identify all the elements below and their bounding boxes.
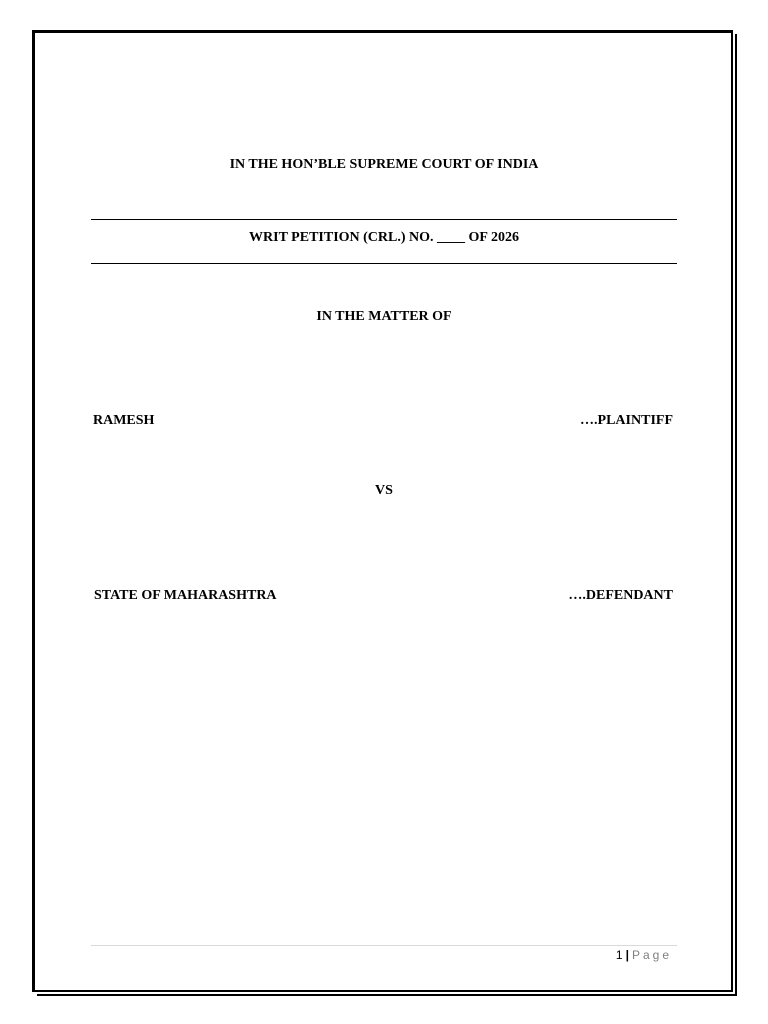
title-rule-bottom <box>91 263 677 264</box>
footer-separator: | <box>625 948 629 962</box>
page-border-shadow <box>37 34 737 996</box>
page-label: Page <box>631 948 672 962</box>
plaintiff-role: ….PLAINTIFF <box>580 413 673 428</box>
defendant-name: STATE OF MAHARASHTRA <box>94 588 277 603</box>
matter-heading: IN THE MATTER OF <box>316 309 452 324</box>
title-rule-top <box>91 219 677 220</box>
court-heading: IN THE HON’BLE SUPREME COURT OF INDIA <box>229 157 539 172</box>
versus-label: VS <box>375 483 393 498</box>
plaintiff-name: RAMESH <box>93 413 155 428</box>
defendant-role: ….DEFENDANT <box>568 588 673 603</box>
footer-rule <box>91 945 677 946</box>
page-number: 1 <box>615 948 623 962</box>
petition-title: WRIT PETITION (CRL.) NO. ____ OF 2026 <box>249 230 519 245</box>
page-footer <box>616 948 672 962</box>
